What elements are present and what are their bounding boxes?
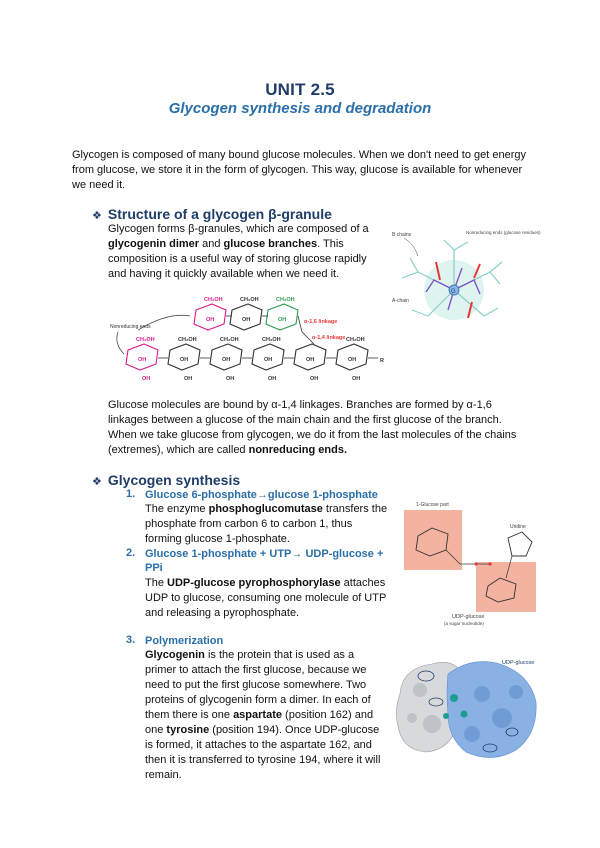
page-subtitle: Glycogen synthesis and degradation (168, 100, 432, 117)
glycogen-granule-figure (388, 222, 541, 322)
svg-text:CH₂OH: CH₂OH (276, 297, 295, 303)
svg-text:R: R (380, 358, 384, 364)
glycogen-chain-figure (108, 292, 388, 388)
svg-text:CH₂OH: CH₂OH (178, 337, 197, 343)
step-2-number: 2. (126, 547, 136, 559)
svg-text:OH: OH (268, 376, 277, 382)
step-1-number: 1. (126, 488, 136, 500)
glycogenin-dimer-term: glycogenin dimer (108, 238, 200, 250)
svg-text:OH: OH (242, 317, 251, 323)
step-1-title: Glucose 6-phosphate→glucose 1-phosphate (145, 489, 378, 501)
svg-text:OH: OH (278, 317, 287, 323)
svg-text:Nonreducing ends (glucose resi: Nonreducing ends (glucose residues) (466, 230, 541, 235)
svg-text:G: G (451, 289, 456, 295)
svg-text:1-Glucose part: 1-Glucose part (416, 502, 449, 508)
svg-text:CH₂OH: CH₂OH (346, 337, 365, 343)
svg-text:A-chain: A-chain (392, 298, 409, 304)
glucose-branches-term: glucose branches (223, 238, 318, 250)
structure-paragraph-1: Glycogen forms β-granules, which are composed of a glycogenin dimer and glucose branches. This composition is a useful way of storing glucose rapidly and having it quickly available when we need it. (108, 223, 369, 280)
step-3-number: 3. (126, 634, 136, 646)
svg-text:CH₂OH: CH₂OH (204, 297, 223, 303)
svg-text:OH: OH (222, 357, 231, 363)
diamond-bullet-icon: ❖ (92, 476, 102, 488)
svg-text:Uridine: Uridine (510, 524, 526, 530)
page-title: UNIT 2.5 (265, 80, 335, 99)
svg-text:CH₂OH: CH₂OH (220, 337, 239, 343)
svg-text:Nonreducing ends: Nonreducing ends (110, 324, 151, 330)
svg-text:OH: OH (180, 357, 189, 363)
svg-text:CH₂OH: CH₂OH (262, 337, 281, 343)
svg-text:UDP-glucose: UDP-glucose (452, 614, 485, 620)
glycogenin-protein-figure (392, 654, 542, 764)
svg-text:CH₂OH: CH₂OH (240, 297, 259, 303)
structure-heading-text: Structure of a glycogen β-granule (107, 206, 332, 222)
udp-glucose-figure (400, 498, 540, 628)
svg-text:OH: OH (310, 376, 319, 382)
svg-text:OH: OH (184, 376, 193, 382)
nonreducing-ends-term: nonreducing ends. (248, 444, 348, 456)
svg-text:CH₂OH: CH₂OH (136, 337, 155, 343)
structure-paragraph-2: Glucose molecules are bound by α-1,4 linkages. Branches are formed by α-1,6 linkages between a glucose of the main chain and the first glucose of the branch. When we take glucose from glycogen, we do it from the last molecules of the chains (extremes), which are called nonreducing ends. (108, 399, 517, 456)
svg-text:OH: OH (226, 376, 235, 382)
svg-text:OH: OH (206, 317, 215, 323)
glycogenin-monomer-blue (447, 662, 536, 758)
svg-text:UDP-glucose: UDP-glucose (502, 660, 535, 666)
synthesis-heading-text: Glycogen synthesis (107, 472, 241, 488)
svg-text:OH: OH (264, 357, 273, 363)
svg-text:OH: OH (352, 376, 361, 382)
svg-text:(a sugar nucleotide): (a sugar nucleotide) (444, 621, 484, 626)
svg-text:α-1,6 linkage: α-1,6 linkage (304, 319, 338, 325)
svg-text:OH: OH (138, 357, 147, 363)
intro-paragraph: Glycogen is composed of many bound glucose molecules. When we don't need to get energy from glucose, we store it in the form of glycogen. This way, glucose is available for whenever we need it. (72, 149, 526, 191)
svg-text:α-1,4 linkage: α-1,4 linkage (312, 335, 346, 341)
glucose-part-box (404, 510, 462, 570)
svg-text:OH: OH (348, 357, 357, 363)
step-2-text: The UDP-glucose pyrophosphorylase attaches UDP to glucose, consuming one molecule of UTP and releasing a pyrophosphate. (145, 577, 387, 619)
diamond-bullet-icon: ❖ (92, 210, 102, 222)
svg-text:OH: OH (306, 357, 315, 363)
step-3-title: Polymerization (145, 635, 224, 647)
svg-text:B chains: B chains (392, 232, 412, 238)
step-2-title: Glucose 1-phosphate + UTP→ UDP-glucose + PPi (145, 548, 384, 574)
step-3-text: Glycogenin is the protein that is used as a primer to attach the first glucose, because we need to put the first glucose somewhere. Two proteins of glycogenin form a dimer. In each of them there is one aspartate (position 162) and one tyrosine (position 194). Once UDP-glucose is formed, it attaches to the aspartate 162, and then it is transferred to tyrosine 194, where it will remain. (145, 649, 381, 781)
step-1-text: The enzyme phosphoglucomutase transfers the phosphate from carbon 6 to carbon 1, thus forming glucose 1-phosphate. (145, 503, 388, 545)
svg-text:OH: OH (142, 376, 151, 382)
uridine-box (476, 562, 536, 612)
